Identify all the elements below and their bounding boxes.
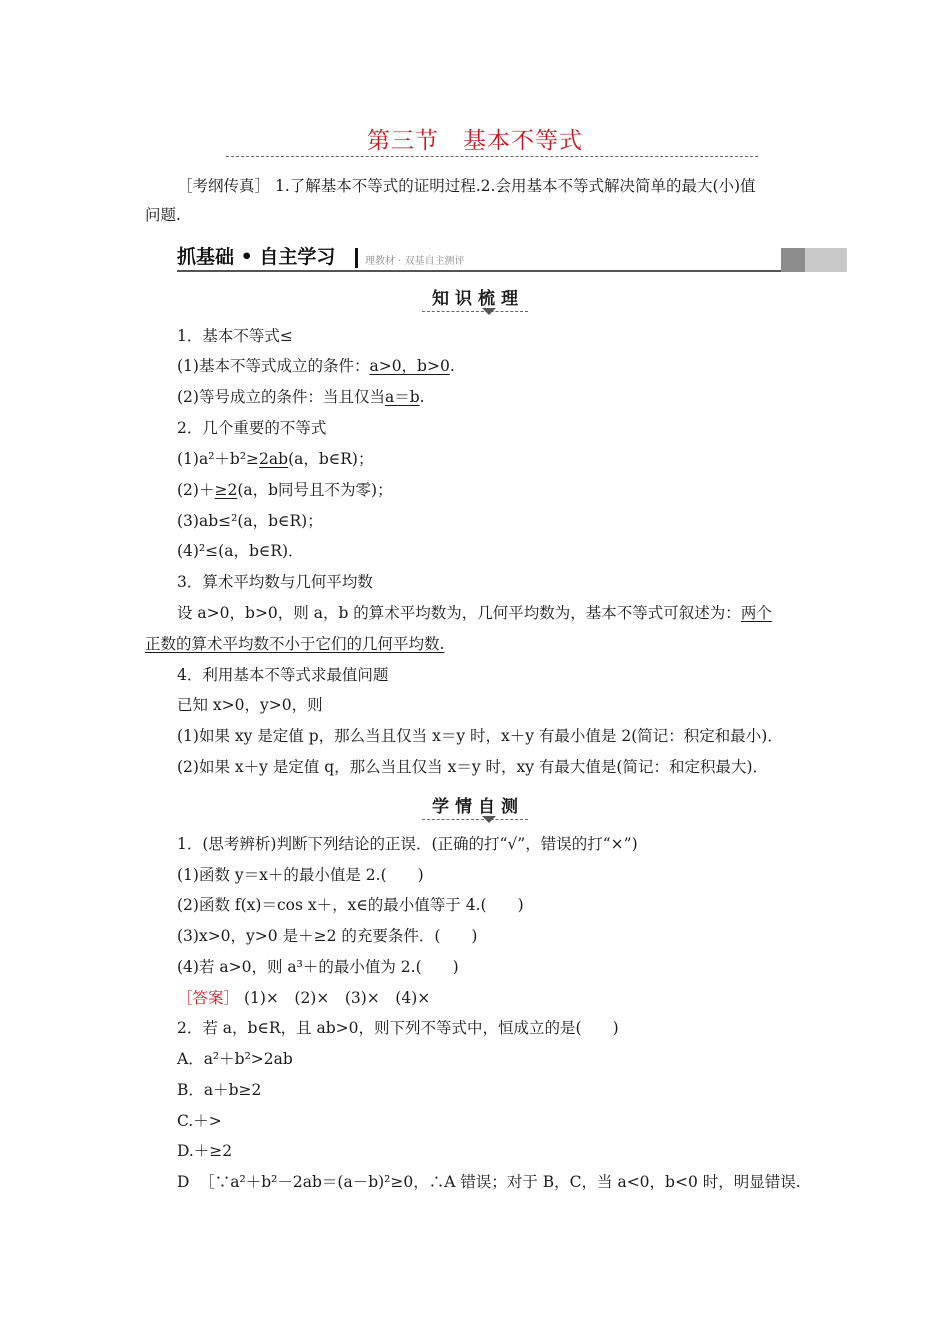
q2-stem: 2．若 a，b∈R，且 ab>0，则下列不等式中，恒成立的是( ) bbox=[177, 1019, 619, 1037]
k-line-11 bbox=[145, 634, 444, 654]
k-line-12: 4．利用基本不等式求最值问题 bbox=[177, 666, 389, 684]
answer-blank: ≥2 bbox=[214, 481, 238, 499]
k-line-2: (1)基本不等式成立的条件：a>0，b>0. bbox=[177, 357, 455, 375]
answer-blank: 2ab bbox=[259, 450, 289, 468]
k-line-13: 已知 x>0，y>0，则 bbox=[177, 696, 323, 714]
q1-item-1: (1)函数 y＝x＋的最小值是 2.( ) bbox=[177, 866, 424, 884]
banner-block-dark bbox=[781, 248, 805, 272]
down-triangle-icon bbox=[482, 816, 496, 823]
q2-option-a: A．a²＋b²>2ab bbox=[177, 1050, 293, 1068]
down-triangle-icon bbox=[482, 308, 496, 315]
k-line-10: 设 a>0，b>0，则 a，b 的算术平均数为，几何平均数为，基本不等式可叙述为：两个 bbox=[177, 604, 772, 622]
q2-option-c: C.＋> bbox=[177, 1112, 222, 1130]
q2-option-d: D.＋≥2 bbox=[177, 1142, 233, 1160]
k-line-3: (2)等号成立的条件：当且仅当a＝b. bbox=[177, 388, 425, 406]
banner-separator bbox=[355, 248, 358, 268]
answer-blank: a＝b bbox=[384, 388, 420, 406]
page-title: 第三节 基本不等式 bbox=[367, 128, 583, 154]
answer-blank: 正数的算术平均数不小于它们的几何平均数. bbox=[145, 635, 445, 653]
syllabus-text: 1.了解基本不等式的证明过程.2.会用基本不等式解决简单的最大(小)值 bbox=[274, 177, 756, 195]
answer-text: (1)× (2)× (3)× (4)× bbox=[243, 989, 431, 1007]
banner-subtitle: 理教材 · 双基自主测评 bbox=[365, 256, 465, 267]
k-line-15: (2)如果 x＋y 是定值 q，那么当且仅当 x＝y 时，xy 有最大值是(简记：和定积最大)． bbox=[177, 758, 769, 776]
k-line-7: (3)ab≤²(a，b∈R)； bbox=[177, 512, 323, 530]
syllabus-tag: ［考纲传真］ bbox=[177, 177, 271, 195]
q1-stem: 1．(思考辨析)判断下列结论的正误．(正确的打“√”，错误的打“×”) bbox=[177, 835, 638, 853]
section-banner bbox=[177, 244, 847, 272]
q1-item-3: (3)x>0，y>0 是＋≥2 的充要条件．( ) bbox=[177, 927, 478, 945]
k-line-14: (1)如果 xy 是定值 p，那么当且仅当 x＝y 时，x＋y 有最小值是 2(简记：积定和最小)． bbox=[177, 727, 783, 745]
solution-letter: D bbox=[177, 1173, 190, 1191]
solution-text: ［∵a²＋b²－2ab＝(a－b)²≥0，∴A 错误；对于 B，C，当 a<0，b<0 时，明显错误. bbox=[199, 1173, 801, 1191]
k-line-6: (2)＋≥2(a，b同号且不为零)； bbox=[177, 481, 393, 499]
knowledge-heading: 知识梳理 bbox=[0, 284, 950, 312]
banner-rule bbox=[177, 270, 781, 272]
k-line-8: (4)²≤(a，b∈R)． bbox=[177, 542, 304, 560]
answer-blank: 两个 bbox=[740, 604, 772, 622]
q1-item-2: (2)函数 f(x)＝cos x＋，x∈的最小值等于 4.( ) bbox=[177, 896, 524, 914]
banner-block-light bbox=[805, 248, 847, 272]
q2-option-b: B．a＋b≥2 bbox=[177, 1081, 262, 1099]
syllabus-line-1 bbox=[177, 176, 756, 196]
k-line-1: 1．基本不等式≤ bbox=[177, 327, 293, 345]
q1-item-4: (4)若 a>0，则 a³＋的最小值为 2.( ) bbox=[177, 958, 459, 976]
k-line-4: 2．几个重要的不等式 bbox=[177, 419, 327, 437]
k-line-5: (1)a²＋b²≥2ab(a，b∈R)； bbox=[177, 450, 374, 468]
syllabus-line-2: 问题. bbox=[145, 206, 181, 224]
q2-solution bbox=[177, 1172, 801, 1192]
answer-tag: ［答案］ bbox=[177, 989, 240, 1007]
answer-blank: a>0，b>0 bbox=[369, 357, 450, 375]
banner-title: 抓基础 • 自主学习 bbox=[177, 246, 336, 268]
k-line-9: 3．算术平均数与几何平均数 bbox=[177, 573, 373, 591]
q1-answer bbox=[177, 988, 430, 1008]
selftest-heading: 学情自测 bbox=[0, 792, 950, 820]
title-divider bbox=[226, 156, 758, 157]
